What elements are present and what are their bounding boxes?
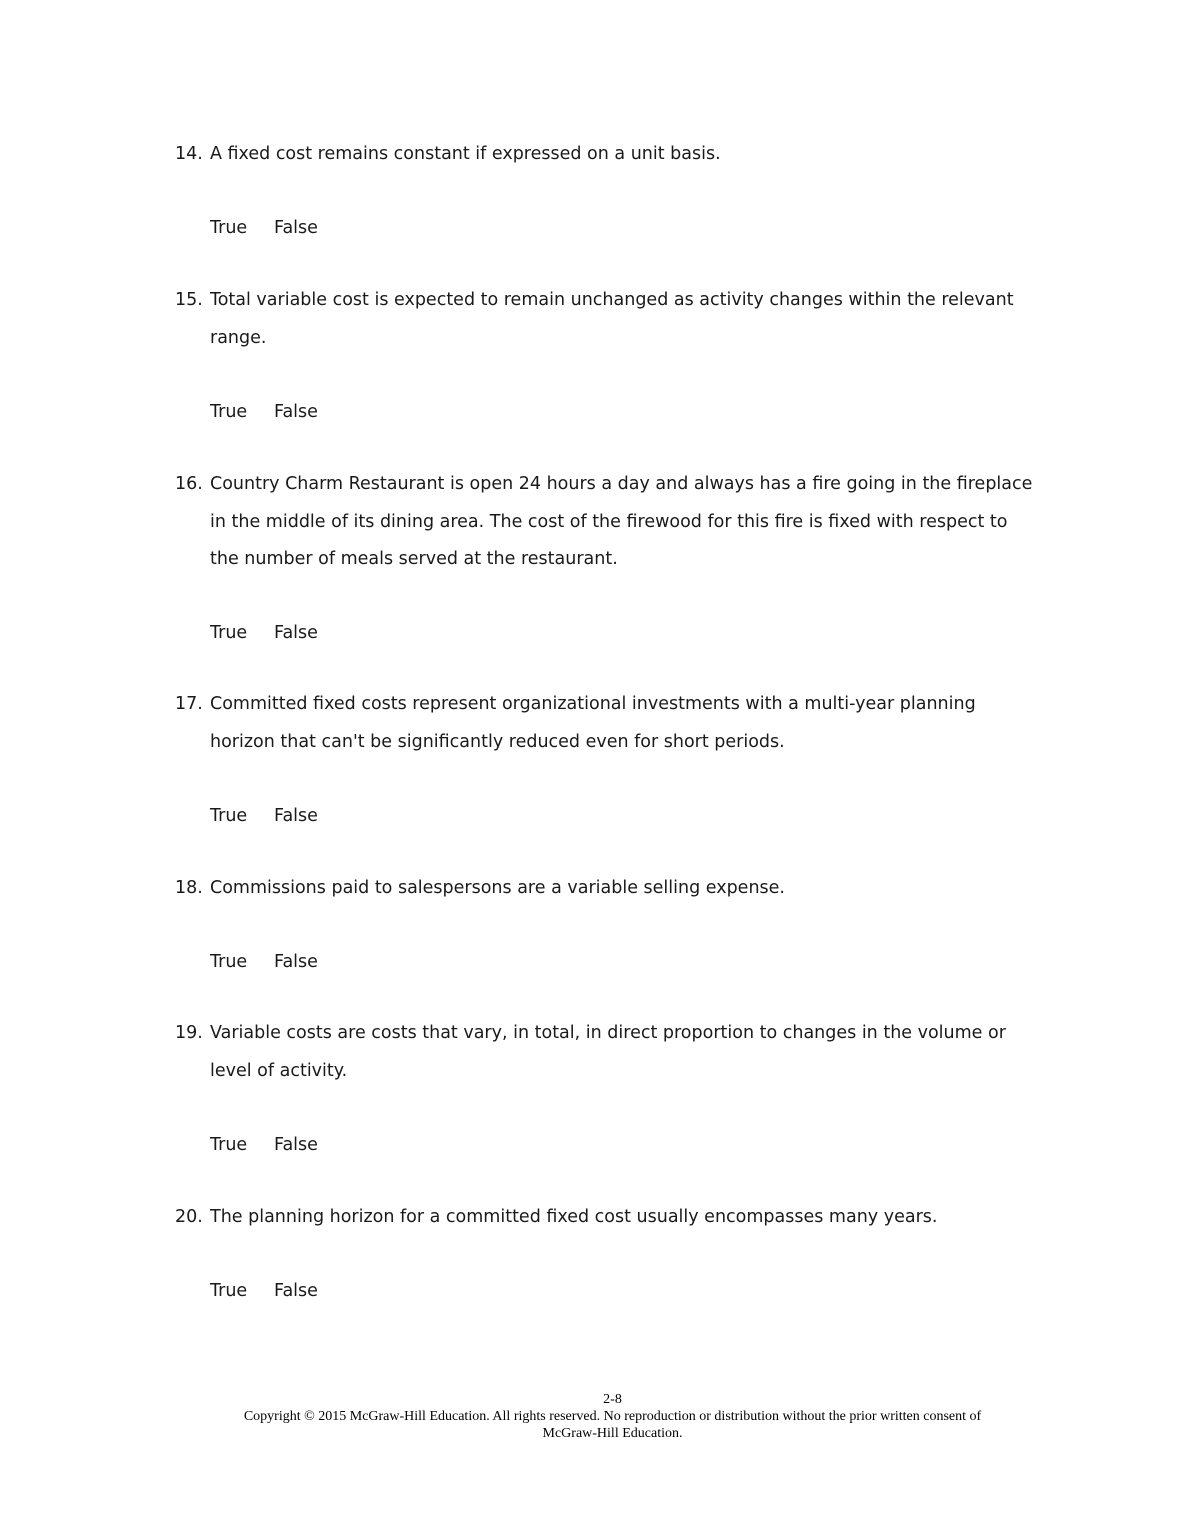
answer-true[interactable]: True [210,1134,248,1155]
answer-true[interactable]: True [210,623,248,643]
copyright-line-2: McGraw-Hill Education. [542,1426,683,1441]
question-number: 20. [175,1207,203,1227]
answer-true[interactable]: True [210,952,248,972]
copyright-line-1: Copyright © 2015 McGraw-Hill Education. All rights reserved. No reproduction or distribution without the prior written consent of [243,1409,982,1424]
question-text: in the middle of its dining area. The cost of the firewood for this fire is fixed with respect to [210,511,1008,532]
answer-true[interactable]: True [210,805,248,826]
question-text: horizon that can't be significantly reduced even for short periods. [210,731,785,752]
question-text: A fixed cost remains constant if expressed on a unit basis. [210,144,721,164]
answer-false[interactable]: False [274,218,318,238]
answer-false[interactable]: False [274,623,318,643]
answer-false[interactable]: False [274,401,318,422]
page-footer [0,1391,1190,1442]
question-text: range. [210,327,267,348]
answer-false[interactable]: False [274,952,318,972]
question-text: Commissions paid to salespersons are a variable selling expense. [210,878,785,898]
answer-true[interactable]: True [210,401,248,422]
page-number: 2-8 [603,1392,622,1407]
question-number: 15. [175,290,203,310]
question-text: Variable costs are costs that vary, in total, in direct proportion to changes in the volume or [210,1023,1006,1043]
answer-false[interactable]: False [274,1281,318,1301]
question-number: 17. [175,694,203,714]
answer-false[interactable]: False [274,805,318,826]
question-number: 16. [175,474,203,494]
question-number: 18. [175,878,203,898]
question-text: Country Charm Restaurant is open 24 hours a day and always has a fire going in the fireplace [210,474,1033,494]
question-text: The planning horizon for a committed fixed cost usually encompasses many years. [210,1207,938,1227]
answer-true[interactable]: True [210,218,248,238]
answer-true[interactable]: True [210,1281,248,1301]
answer-false[interactable]: False [274,1134,318,1155]
question-text: Total variable cost is expected to remain unchanged as activity changes within the relevant [210,290,1014,310]
question-text: level of activity. [210,1060,348,1081]
question-text: Committed fixed costs represent organizational investments with a multi-year planning [210,694,976,714]
question-number: 14. [175,144,203,164]
question-number: 19. [175,1023,203,1043]
question-text: the number of meals served at the restaurant. [210,549,618,569]
